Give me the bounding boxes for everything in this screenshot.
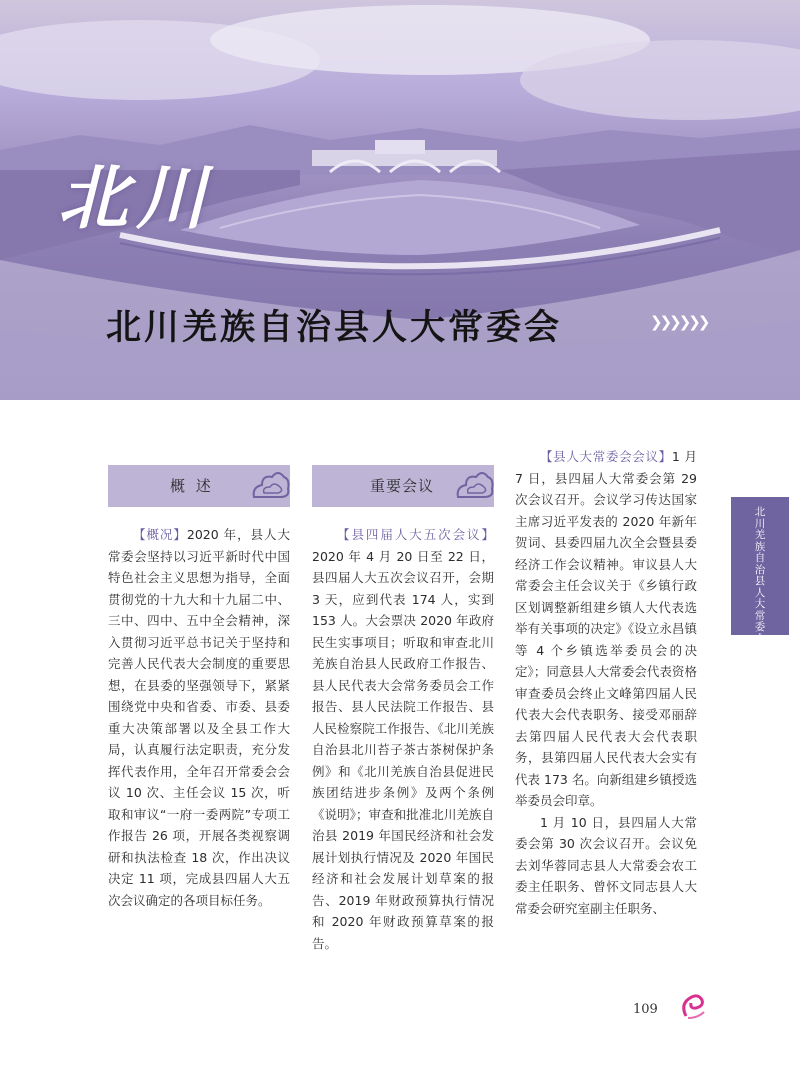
entry-tag: 【概况】 [133, 527, 187, 542]
page-title: 北川羌族自治县人大常委会 [106, 307, 563, 348]
section-heading-label: 重要会议 [370, 477, 435, 495]
entry-tag: 【县四届人大五次会议】 [337, 527, 494, 542]
cloud-ornament-icon [250, 467, 290, 505]
entry-tag: 【县人大常委会会议】 [540, 449, 672, 464]
header-banner [0, 0, 800, 400]
paragraph [515, 446, 697, 812]
paragraph-text: 2020 年 4 月 20 日至 22 日，县四届人大五次会议召开，会期 3 天，应到代表 174 人，实到 153 人。大会票决 2020 年政府民生实事项目；听取和审查北川羌族自治县人民政府工作报告、县人民代表大会常务委员会工作报告、县人民法院工作报告、县人民检察院工作报告、《北川羌族自治县北川苔子茶古茶树保护条例》和《北川羌族自治县促进民族团结进步条例》及两个条例《说明》；审查和批准北川羌族自治县 2019 年国民经济和社会发展计划执行情况及 2020 年国民经济和社会发展计划草案的报告、2019 年财政预算执行情况和 2020 年财政预算草案的报告。 [312, 548, 494, 951]
chapter-side-tab [731, 497, 789, 645]
paragraph [515, 812, 697, 920]
paragraph [108, 524, 290, 911]
paragraph [312, 524, 494, 954]
swirl-ornament-icon [680, 990, 706, 1020]
chevron-right-icon: ❯❯❯❯❯❯ [650, 313, 708, 331]
paragraph-text: 1 月 7 日，县四届人大常委会第 29 次会议召开。会议学习传达国家主席习近平发表的 2020 年新年贺词、县委四届九次全会暨县委经济工作会议精神。审议县人大常委会主任会议关于《乡镇行政区划调整新组建乡镇人大代表选举有关事项的决定》《设立永昌镇等 4 个乡镇选举委员会的决定》；同意县人大常委会代表资格审查委员会终止文峰第四届人民代表大会代表职务、接受邓丽辞去第四届人民代表大会代表职务，县第四届人民代表大会实有代表 173 名。向新组建乡镇授选举委员会印章。 [515, 449, 697, 808]
page-number: 109 [633, 1002, 658, 1017]
paragraph-text: 1 月 10 日，县四届人大常委会第 30 次会议召开。会议免去刘华蓉同志县人大常委会农工委主任职务、曾怀文同志县人大常委会研究室副主任职务、 [515, 814, 697, 916]
section-heading-label: 概 述 [170, 477, 214, 495]
paragraph-text: 2020 年，县人大常委会坚持以习近平新时代中国特色社会主义思想为指导，全面贯彻党的十九大和十九届二中、三中、四中、五中全会精神，深入贯彻习近平总书记关于坚持和完善人民代表大会制度的重要思想，在县委的坚强领导下，紧紧围绕党中央和省委、市委、县委重大决策部署以及全县工作大局，认真履行法定职责，充分发挥代表作用，全年召开常委会会议 10 次、主任会议 15 次，听取和审议“一府一委两院”专项工作报告 26 项，开展各类视察调研和执法检查 18 次，作出决议决定 11 项，完成县四届人大五次会议确定的各项目标任务。 [108, 527, 290, 908]
section-heading-meetings [312, 465, 494, 507]
banner-calligraphy: 北川 [58, 156, 214, 239]
column-meetings [312, 524, 494, 954]
column-standing-committee [515, 446, 697, 919]
side-tab-label: 北川羌族自治县人大常委会 [754, 506, 766, 645]
cloud-ornament-icon [454, 467, 494, 505]
section-heading-overview [108, 465, 290, 507]
column-overview [108, 524, 290, 911]
